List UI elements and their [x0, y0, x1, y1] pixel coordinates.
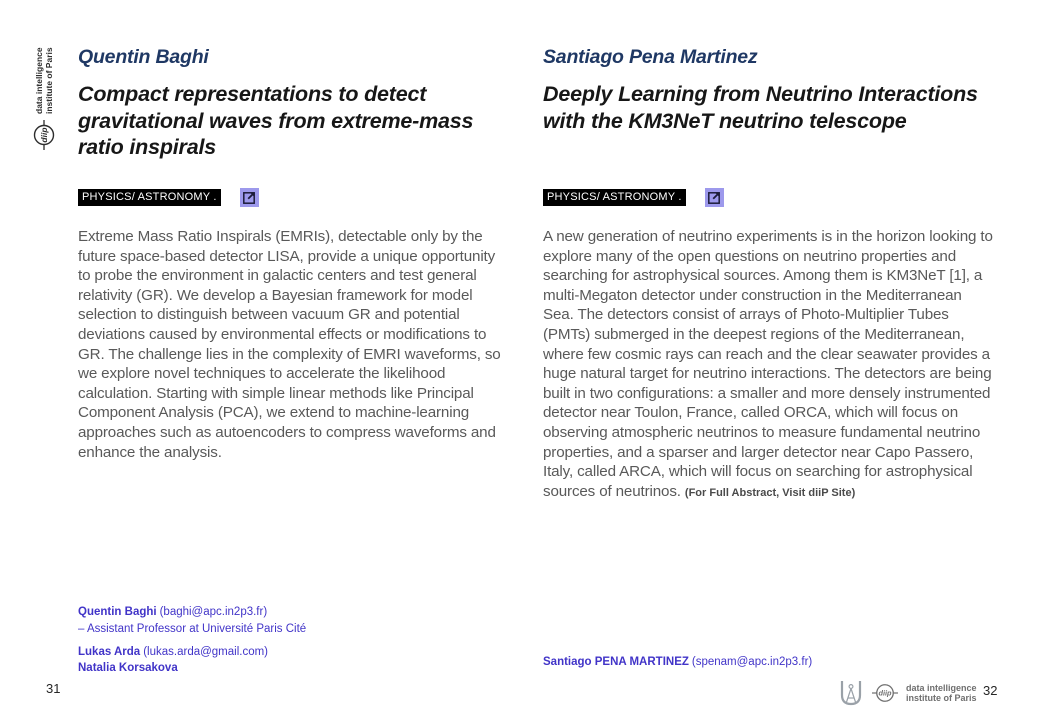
left-abstract-column: [78, 46, 510, 674]
diip-logo-icon: [29, 120, 59, 150]
contacts-right: [543, 655, 812, 678]
contacts-left: [78, 605, 306, 684]
contact-name: Santiago PENA MARTINEZ: [543, 656, 689, 668]
category-row-left: [78, 188, 259, 207]
external-link-icon[interactable]: [705, 188, 724, 207]
contact-email-link[interactable]: (lukas.arda@gmail.com): [143, 646, 269, 658]
contact-entry: [78, 645, 306, 659]
brand-text-line1: data intelligence: [34, 47, 44, 114]
speaker-name-right: Santiago Pena Martinez: [543, 46, 758, 68]
sidebar-brand-text: [34, 47, 54, 114]
abstract-text-right: [543, 227, 995, 503]
abstract-wrap-right: [543, 227, 995, 503]
abstract-text-left: Extreme Mass Ratio Inspirals (EMRIs), detectable only by the future space-based detector LISA, provide a unique opportunity to probe the environment in galactic centers and test general relativity (GR). We develop a Bayesian framework for model selection to distinguish between vacuum GR and potential deviations caused by environmental effects or modifications to GR. The challenge lies in the complexity of EMRI waveforms, so we explore novel techniques to accelerate the likelihood calculation. Starting with simple linear methods like Principal Component Analysis (PCA), we extend to machine-learning approaches such as autoencoders to compress waveforms and enhance the analysis.: [78, 228, 501, 461]
contact-email-link[interactable]: (spenam@apc.in2p3.fr): [691, 656, 813, 668]
abstract-suffix-note: (For Full Abstract, Visit diiP Site): [684, 486, 856, 499]
talk-title-right: Deeply Learning from Neutrino Interactions with the KM3NeT neutrino telescope: [543, 82, 978, 133]
abstract-body: A new generation of neutrino experiments is in the horizon looking to explore many of the open questions on neutrino properties and searching for astrophysical sources. Among them is KM3NeT [1], a multi-Megaton detector under construction in the Mediterranean Sea. The detectors consist of arrays of Photo-Multiplier Tubes (PMTs) submerged in the deepest regions of the Mediterranean, where few cosmic rays can reach and the clear seawater provides a huge natural target for neutrino interactions. The detectors are being built in two configurations: a smaller and more densely instrumented detector near Toulon, France, called ORCA, which will focus on observing atmospheric neutrinos to measure fundamental neutrino properties, and a sparser and larger detector near Capo Passero, Italy, called ARCA, which will focus on searching for astrophysical sources of neutrinos.: [543, 228, 993, 500]
category-tag-left: PHYSICS/ ASTRONOMY .: [78, 189, 221, 206]
brand-text-line2: institute of Paris: [906, 693, 977, 703]
external-link-icon[interactable]: [240, 188, 259, 207]
footer-logos: [838, 679, 977, 707]
contact-entry: [78, 605, 306, 636]
svg-text:diip: diip: [878, 688, 892, 698]
right-abstract-column: [543, 46, 995, 668]
page-number-right: 32: [983, 683, 998, 698]
contact-name: Quentin Baghi: [78, 606, 157, 618]
sidebar-brand-logo: [29, 47, 59, 150]
speaker-name-left: Quentin Baghi: [78, 46, 209, 68]
footer-brand-text: [906, 683, 977, 704]
university-logo-icon: [838, 680, 864, 707]
talk-title-left: Compact representations to detect gravitational waves from extreme-mass ratio inspirals: [78, 82, 474, 159]
contact-entry: [543, 655, 812, 669]
category-row-right: [543, 188, 724, 207]
brand-text-line2: institute of Paris: [44, 47, 54, 114]
contact-role: – Assistant Professor at Université Paris Cité: [78, 623, 307, 635]
abstract-wrap-left: [78, 227, 510, 462]
contact-entry: [78, 661, 306, 675]
contact-name: Natalia Korsakova: [78, 662, 178, 674]
brand-text-line1: data intelligence: [906, 682, 977, 693]
diip-logo-icon: [872, 680, 898, 706]
contact-email-link[interactable]: (baghi@apc.in2p3.fr): [159, 606, 268, 618]
contact-name: Lukas Arda: [78, 646, 141, 658]
category-tag-right: PHYSICS/ ASTRONOMY .: [543, 189, 686, 206]
page-number-left: 31: [46, 681, 61, 696]
svg-text:diip: diip: [39, 127, 49, 143]
